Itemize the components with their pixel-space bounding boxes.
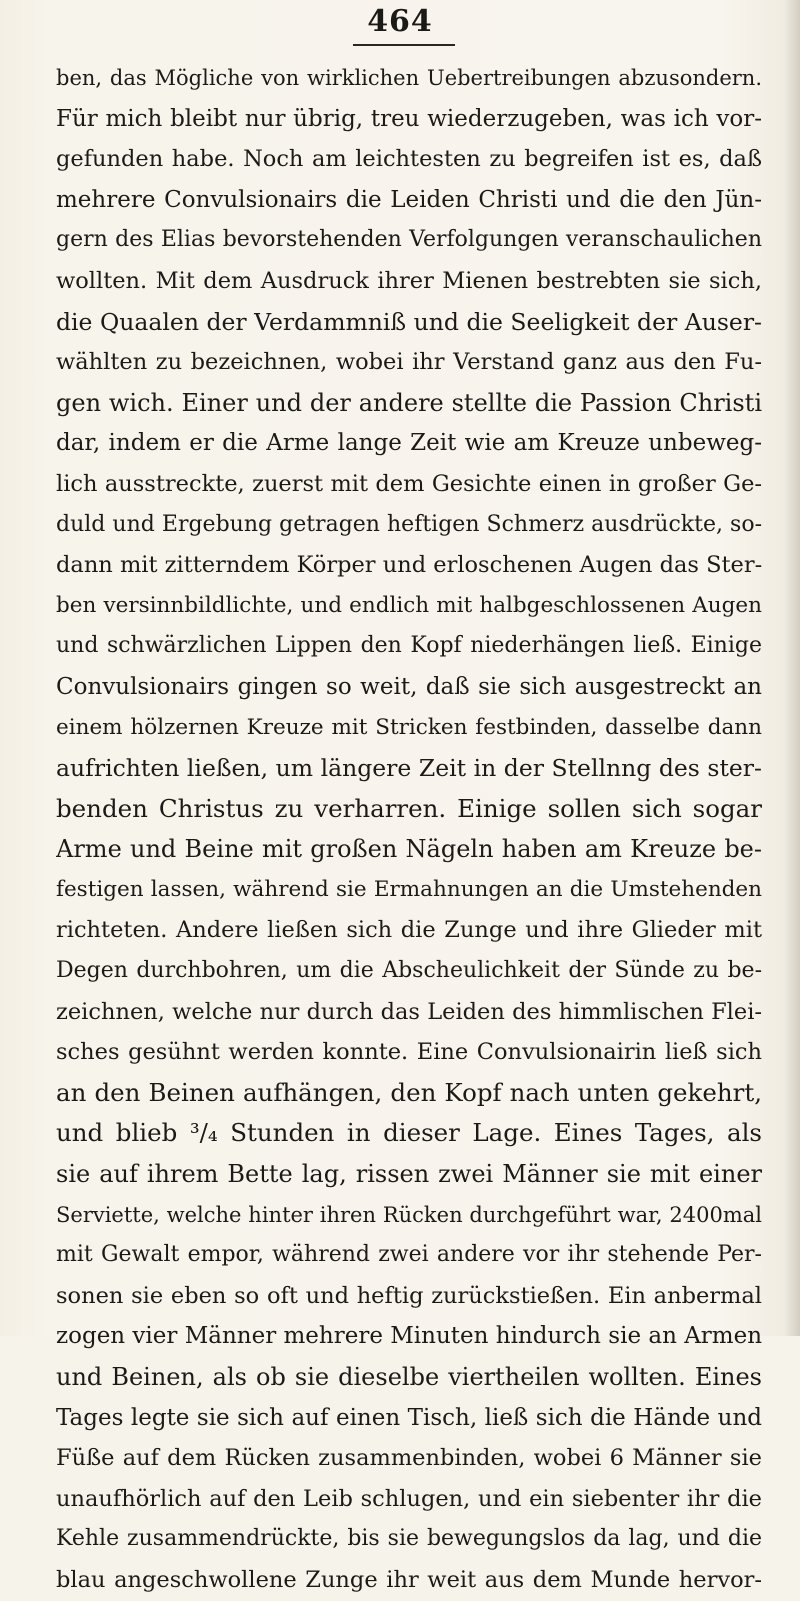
text-line: festigen lassen, während sie Ermahnungen an die Umstehenden	[56, 876, 762, 902]
text-line: an den Beinen aufhängen, den Kopf nach unten gekehrt,	[56, 1077, 762, 1107]
text-line: wählten zu bezeichnen, wobei ihr Verstand ganz aus den Fu-	[56, 349, 762, 376]
text-line: aufrichten ließen, um längere Zeit in der Stellnng des ster-	[56, 754, 762, 783]
text-line: mehrere Convulsionairs die Leiden Christi und die den Jün-	[56, 186, 762, 213]
text-line: und blieb ³/₄ Stunden in dieser Lage. Eines Tages, als	[56, 1118, 762, 1148]
text-line: dann mit zitterndem Körper und erloschenen Augen das Ster-	[56, 552, 762, 579]
text-line: Füße auf dem Rücken zusammenbinden, wobei 6 Männer sie	[56, 1445, 762, 1472]
text-line: Kehle zusammendrückte, bis sie bewegungslos da lag, und die	[56, 1526, 762, 1552]
text-line: richteten. Andere ließen sich die Zunge und ihre Glieder mit	[56, 917, 762, 944]
text-line: Für mich bleibt nur übrig, treu wiederzugeben, was ich vor-	[56, 105, 762, 132]
text-line: sches gesühnt werden konnte. Eine Convulsionairin ließ sich	[56, 1039, 762, 1066]
text-line: gern des Elias bevorstehenden Verfolgungen veranschaulichen	[56, 227, 762, 253]
text-line: zeichnen, welche nur durch das Leiden des himmlischen Flei-	[56, 998, 762, 1025]
text-line: zogen vier Männer mehrere Minuten hindurch sie an Armen	[56, 1323, 762, 1350]
text-line: einem hölzernen Kreuze mit Stricken festbinden, dasselbe dann	[56, 714, 762, 740]
text-line: und Beinen, als ob sie dieselbe viertheilen wollten. Eines	[56, 1363, 762, 1391]
text-line: Arme und Beine mit großen Nägeln haben am Kreuze be-	[56, 835, 762, 864]
text-line: die Quaalen der Verdammniß und die Seeligkeit der Auser-	[56, 307, 762, 336]
text-line: gen wich. Einer und der andere stellte die Passion Christi	[56, 388, 762, 417]
text-line: lich ausstreckte, zuerst mit dem Gesichte einen in großer Ge-	[56, 470, 762, 497]
page-edge-shadow	[784, 0, 800, 1336]
text-line: gefunden habe. Noch am leichtesten zu begreifen ist es, daß	[56, 146, 762, 173]
text-line: Convulsionairs gingen so weit, daß sie sich ausgestreckt an	[56, 673, 762, 700]
text-line: wollten. Mit dem Ausdruck ihrer Mienen bestrebten sie sich,	[56, 267, 762, 294]
body-text	[56, 58, 762, 1601]
text-line: unaufhörlich auf den Leib schlugen, und ein siebenter ihr die	[56, 1485, 762, 1512]
text-line: sie auf ihrem Bette lag, rissen zwei Männer sie mit einer	[56, 1160, 762, 1189]
page-number: 464	[367, 4, 433, 39]
text-line: dar, indem er die Arme lange Zeit wie am Kreuze unbeweg-	[56, 430, 762, 457]
text-line: ben, das Mögliche von wirklichen Uebertreibungen abzusondern.	[56, 66, 762, 90]
page-number-underline	[353, 44, 455, 46]
text-line: sonen sie eben so oft und heftig zurückstießen. Ein anbermal	[56, 1282, 762, 1309]
text-line: ben versinnbildlichte, und endlich mit halbgeschlossenen Augen	[56, 592, 762, 618]
text-line: Degen durchbohren, um die Abscheulichkeit der Sünde zu be-	[56, 958, 762, 984]
text-line: benden Christus zu verharren. Einige sollen sich sogar	[56, 793, 762, 823]
text-line: Serviette, welche hinter ihren Rücken durchgeführt war, 2400mal	[56, 1202, 762, 1227]
text-line: und schwärzlichen Lippen den Kopf niederhängen ließ. Einige	[56, 633, 762, 659]
text-line: blau angeschwollene Zunge ihr weit aus dem Munde hervor-	[56, 1566, 762, 1593]
text-line: Tages legte sie sich auf einen Tisch, ließ sich die Hände und	[56, 1404, 762, 1431]
text-line: mit Gewalt empor, während zwei andere vor ihr stehende Per-	[56, 1242, 762, 1268]
text-line: duld und Ergebung getragen heftigen Schmerz ausdrückte, so-	[56, 511, 762, 537]
